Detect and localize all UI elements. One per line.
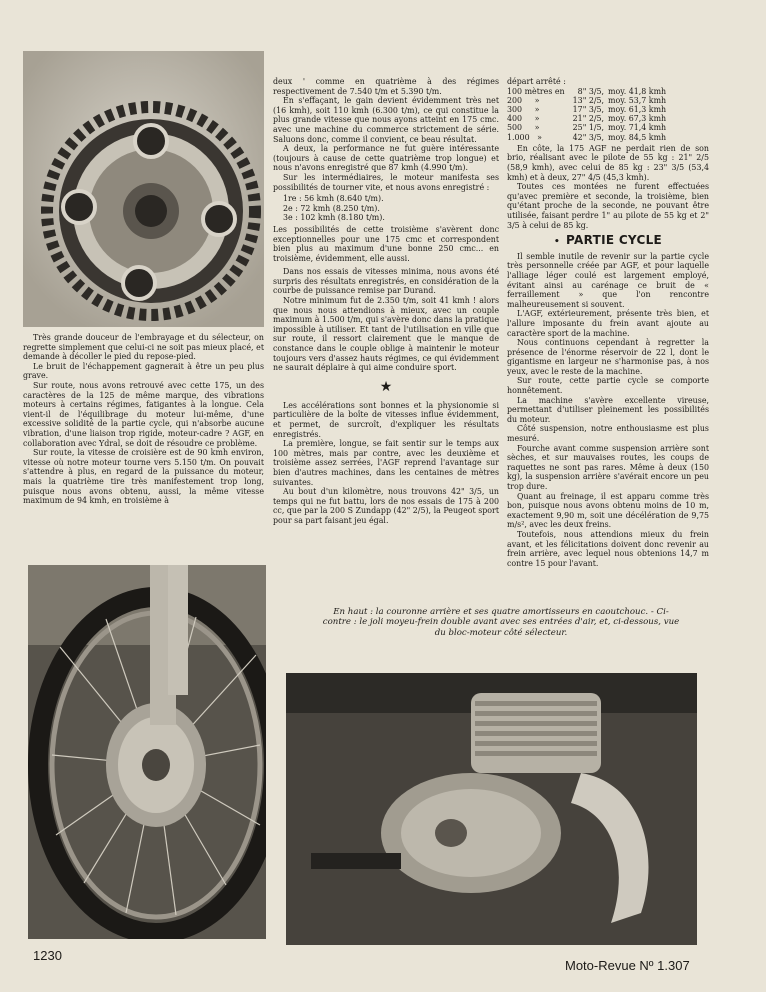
paragraph: Sur les intermédiaires, le moteur manifesta ses possibilités de tourner vite, et nous avons enregistré :	[273, 172, 499, 192]
photo-front-hub-brake	[28, 565, 266, 939]
paragraph: Sur route, cette partie cycle se comporte honnêtement.	[507, 376, 709, 396]
table-row	[507, 114, 670, 123]
paragraph: Très grande douceur de l'embrayage et du sélecteur, on regrette simplement que celui-ci ne soit pas mieux placé, et demande à décoller le pied du repose-pied.	[23, 333, 264, 362]
photo-caption: En haut : la couronne arrière et ses quatre amortisseurs en caoutchouc. - Ci-contre : le joli moyeu-frein double avant avec ses entrées d'air, et, ci-dessous, vue du bloc-moteur côté sélecteur.	[322, 607, 680, 638]
column-3	[507, 77, 709, 568]
paragraph: Toutes ces montées ne furent effectuées qu'avec première et seconde, la troisième, bien qu'étant proche de la seconde, ne pouvant être utilisée, faisant perdre 1" au pilote de 55 kg et 2" 3/5 à celui de 85 kg.	[507, 182, 709, 230]
bullet-icon: •	[553, 237, 561, 248]
table-cell: 25" 1/5,	[572, 123, 605, 133]
table-cell: 200 »	[507, 95, 540, 105]
paragraph: Le bruit de l'échappement gagnerait à être un peu plus grave.	[23, 361, 264, 381]
table-cell: 42" 3/5,	[572, 132, 605, 142]
paragraph: Notre minimum fut de 2.350 t/m, soit 41 kmh ! alors que nous nous attendions à mieux, avec un couple maximum à 1.500 t/m, qui s'avère donc dans la pratique impossible à utiliser. Et tant de l'utilisation en ville que sur route, il ressort clairement que le manque de constance dans le couple oblige à maintenir le moteur toujours vers d'assez hauts régimes, ce qui évidemment ne saurait déplaire à qui aime conduire sport.	[273, 296, 499, 373]
table-row	[507, 105, 670, 114]
paragraph: Sur route, nous avons retrouvé avec cette 175, un des caractères de la 125 de même marque, des vibrations moteurs à certains régimes, fatigantes à la longue. Cela vient-il de l'équilibrage du moteur lui-même, d'une excessive solidité de la partie cycle, qui n'absorbe aucune vibration, d'une liaison trop rigide, moteur-cadre ? AGF, en collaboration avec Ydral, se doit de résoudre ce problème.	[23, 380, 264, 448]
engine-image	[286, 673, 697, 945]
table-cell: moy. 41,8 kmh	[608, 86, 667, 96]
table-row	[507, 87, 670, 96]
paragraph: deux ' comme en quatrième à des régimes respectivement de 7.540 t/m et 5.390 t/m.	[273, 77, 499, 96]
paragraph: Sur route, la vitesse de croisière est de 90 kmh environ, vitesse où notre moteur tourne vers 5.150 t/m. On pouvait s'attendre à plus, en regard de la puissance du moteur, mais la quatrième tire très manifestement trop long, puisque nous avons obtenu, aussi, la même vitesse maximum de 94 kmh, en troisième à	[23, 448, 264, 506]
list-item: 2e : 72 kmh (8.250 t/m).	[283, 203, 380, 213]
photo-rear-sprocket	[23, 51, 264, 327]
photo-engine-selector-side	[286, 673, 697, 945]
table-cell: 1.000 »	[507, 132, 542, 142]
paragraph: Toutefois, nous attendions mieux du frein avant, et les félicitations doivent donc revenir au frein arrière, avec lequel nous obtenions 14,7 m contre 15 pour l'avant.	[507, 529, 709, 568]
table-cell: 13" 2/5,	[572, 95, 605, 105]
rear-sprocket-image	[23, 51, 264, 327]
table-cell: moy. 53,7 kmh	[608, 95, 667, 105]
paragraph: L'AGF, extérieurement, présente très bien, et l'allure imposante du frein avant ajoute au caractère sport de la machine.	[507, 309, 709, 338]
paragraph: Fourche avant comme suspension arrière sont sèches, et sur mauvaises routes, les coups de raquettes ne sont pas rares. Même à deux (150 kg), la suspension arrière s'avérait encore un peu trop dure.	[507, 443, 709, 491]
list-item: 1re : 56 kmh (8.640 t/m).	[283, 194, 384, 204]
section-heading	[507, 233, 709, 248]
paragraph: En côte, la 175 AGF ne perdait rien de son brio, réalisant avec le pilote de 55 kg : 21" 2/5 (58,9 kmh), avec celui de 85 kg : 23" 3/5 (53,4 kmh) et à deux, 27" 4/5 (45,3 kmh).	[507, 143, 709, 182]
paragraph: Côté suspension, notre enthousiasme est plus mesuré.	[507, 424, 709, 444]
acceleration-table	[507, 87, 670, 142]
table-row	[507, 96, 670, 105]
table-cell: moy. 71,4 kmh	[608, 123, 667, 133]
column-2	[273, 77, 499, 526]
table-cell: moy. 61,3 kmh	[608, 105, 667, 114]
table-cell: 17" 3/5,	[572, 105, 605, 114]
paragraph: Dans nos essais de vitesses minima, nous avons été surpris des résultats enregistrés, en considération de la courbe de puissance remise par Durand.	[273, 267, 499, 296]
paragraph: Quant au freinage, il est apparu comme très bon, puisque nous avons obtenu moins de 10 m, exactement 9,90 m, soit une décélération de 9,75 m/s², avec les deux freins.	[507, 491, 709, 530]
page-number: 1230	[33, 948, 62, 963]
section-heading-text: PARTIE CYCLE	[566, 233, 663, 248]
table-cell: 400 »	[507, 114, 540, 124]
table-cell: 8" 3/5,	[577, 86, 605, 96]
gear-speed-list	[283, 194, 499, 223]
paragraph: A deux, la performance ne fut guère intéressante (toujours à cause de cette quatrième trop longue) et nous n'avons enregistré que 87 kmh (4.990 t/m).	[273, 144, 499, 173]
table-cell: 500 »	[507, 123, 540, 133]
table-row	[507, 133, 670, 142]
column-1	[23, 333, 264, 506]
table-cell: 300 »	[507, 105, 540, 114]
paragraph: Les accélérations sont bonnes et la physionomie si particulière de la boîte de vitesses influe évidemment, et permet, de surcroît, d'expliquer les résultats enregistrés.	[273, 400, 499, 439]
table-cell: 100 mètres en	[507, 86, 565, 96]
paragraph: Nous continuons cependant à regretter la présence de l'énorme réservoir de 22 l, dont le gigantisme en largeur ne s'harmonise pas, à nos yeux, avec le reste de la machine.	[507, 338, 709, 376]
paragraph: La machine s'avère excellente vireuse, permettant d'utiliser pleinement les possibilités du moteur.	[507, 395, 709, 424]
paragraph: Il semble inutile de revenir sur la partie cycle très personnelle créée par AGF, et pour laquelle l'alliage léger coulé est largement employé, évitant ainsi au carénage ce bruit de « ferraillement » que l'on rencontre malheureusement si souvent.	[507, 251, 709, 309]
table-cell: 21" 2/5,	[572, 114, 605, 124]
table-cell: moy. 67,3 kmh	[608, 114, 667, 124]
paragraph: En s'effaçant, le gain devient évidemment très net (16 kmh), soit 110 kmh (6.300 t/m), ce qui constitue la plus grande vitesse que nous ayons atteint en 175 cmc. avec une machine du commerce strictement de série. Saluons donc, comme il convient, ce beau résultat.	[273, 96, 499, 144]
paragraph: Les possibilités de cette troisième s'avèrent donc exceptionnelles pour une 175 cmc et correspondent bien plus au maximum d'une bonne 250 cmc... en troisième, évidemment, elle aussi.	[273, 224, 499, 263]
front-hub-brake-image	[28, 565, 266, 939]
table-cell: moy. 84,5 kmh	[608, 132, 667, 142]
section-star-icon: ★	[379, 378, 393, 395]
paragraph: départ arrêté :	[507, 77, 566, 86]
magazine-issue: Moto-Revue Nº 1.307	[565, 958, 690, 973]
paragraph: Au bout d'un kilomètre, nous trouvons 42" 3/5, un temps qui ne fut battu, lors de nos essais de 175 à 200 cc, que par la 200 S Zundapp (42" 2/5), la Peugeot sport pour sa part faisant jeu égal.	[273, 487, 499, 525]
paragraph: La première, longue, se fait sentir sur le temps aux 100 mètres, mais par contre, avec les deuxième et troisième assez serrées, l'AGF reprend l'avantage sur bien d'autres machines, dans les centaines de mètres suivantes.	[273, 439, 499, 487]
table-row	[507, 123, 670, 132]
list-item: 3e : 102 kmh (8.180 t/m).	[283, 213, 385, 223]
